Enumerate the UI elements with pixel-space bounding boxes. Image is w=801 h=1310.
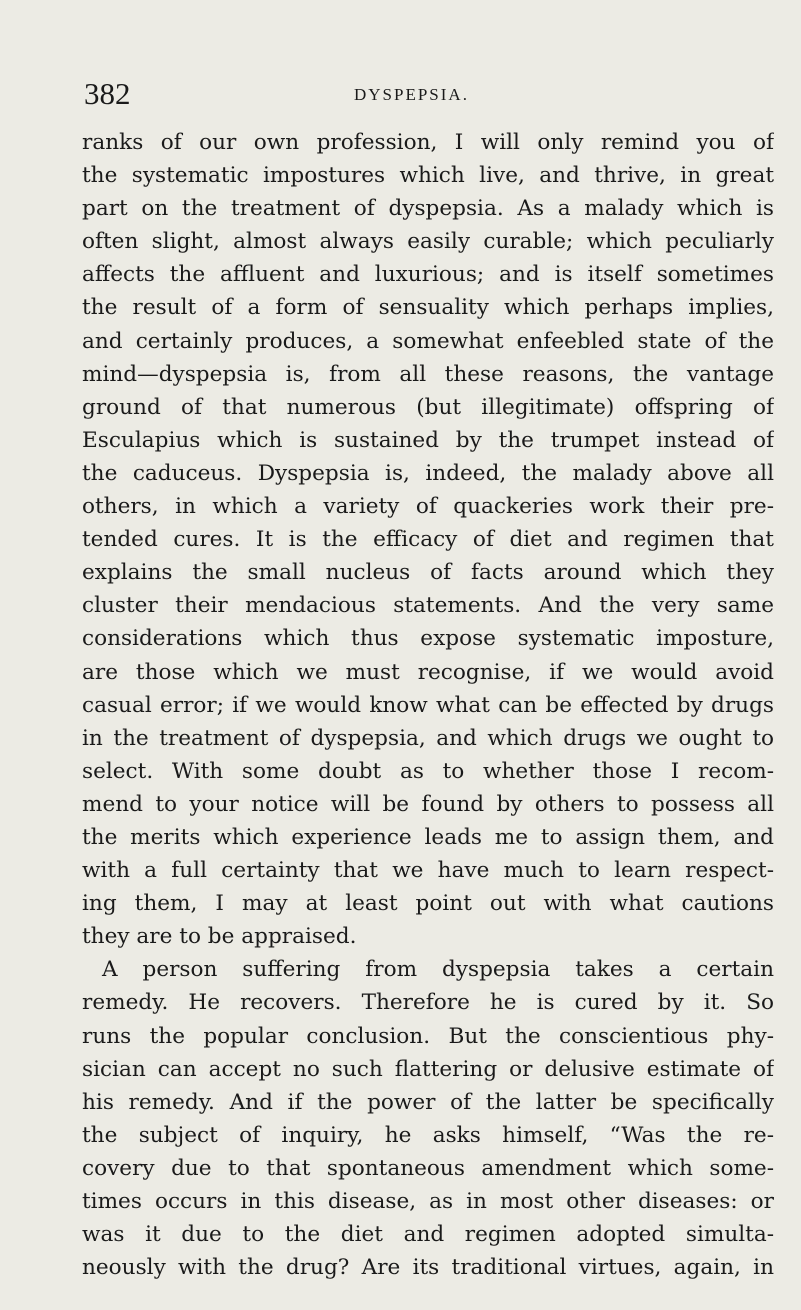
text-line: Esculapius which is sustained by the trumpet instead of xyxy=(82,427,774,453)
text-line: cluster their mendacious statements. And the very same xyxy=(82,593,774,619)
text-line: are those which we must recognise, if we would avoid xyxy=(82,659,774,685)
text-line: ing them, I may at least point out with what cautions xyxy=(82,891,774,917)
text-line: the caduceus. Dyspepsia is, indeed, the malady above all xyxy=(82,460,774,486)
text-line: remedy. He recovers. Therefore he is cured by it. So xyxy=(82,990,774,1016)
text-line: they are to be appraised. xyxy=(82,924,357,950)
text-line: ground of that numerous (but illegitimate) offspring of xyxy=(82,394,774,420)
paragraph-1 xyxy=(82,126,774,953)
paragraph-2 xyxy=(82,953,774,1284)
text-line: sician can accept no such flattering or delusive estimate of xyxy=(82,1056,774,1082)
text-line: often slight, almost always easily curable; which peculiarly xyxy=(82,229,774,255)
text-line: neously with the drug? Are its traditional virtues, again, in xyxy=(82,1255,774,1281)
text-line: affects the affluent and luxurious; and is itself sometimes xyxy=(82,262,774,288)
text-line: times occurs in this disease, as in most other diseases: or xyxy=(82,1189,774,1214)
text-line: A person suffering from dyspepsia takes a certain xyxy=(102,957,774,983)
text-line: covery due to that spontaneous amendment which some- xyxy=(82,1155,774,1181)
text-line: was it due to the diet and regimen adopted simulta- xyxy=(82,1222,774,1248)
text-line: the result of a form of sensuality which perhaps implies, xyxy=(82,295,774,321)
text-line: casual error; if we would know what can be effected by drugs xyxy=(82,692,774,718)
text-line: in the treatment of dyspepsia, and which drugs we ought to xyxy=(82,725,774,751)
text-line: with a full certainty that we have much to learn respect- xyxy=(82,858,774,884)
text-line: mind—dyspepsia is, from all these reasons, the vantage xyxy=(82,361,774,387)
running-head: DYSPEPSIA. xyxy=(354,85,469,104)
text-line: part on the treatment of dyspepsia. As a malady which is xyxy=(82,196,774,222)
text-line: his remedy. And if the power of the latter be specifically xyxy=(82,1089,774,1115)
page-header xyxy=(84,76,774,112)
text-line: others, in which a variety of quackeries work their pre- xyxy=(82,494,774,520)
page-number: 382 xyxy=(84,76,131,111)
text-line: and certainly produces, a somewhat enfeebled state of the xyxy=(82,328,774,354)
text-line: explains the small nucleus of facts around which they xyxy=(82,560,774,586)
text-line: select. With some doubt as to whether those I recom- xyxy=(82,758,774,784)
text-line: the merits which experience leads me to assign them, and xyxy=(82,824,774,850)
text-line: mend to your notice will be found by others to possess all xyxy=(82,791,774,817)
text-line: ranks of our own profession, I will only remind you of xyxy=(82,130,774,155)
body-text xyxy=(82,126,774,1284)
text-line: considerations which thus expose systematic imposture, xyxy=(82,626,774,652)
text-line: runs the popular conclusion. But the conscientious phy- xyxy=(82,1023,774,1049)
text-line: tended cures. It is the efficacy of diet and regimen that xyxy=(82,527,774,553)
text-line: the systematic impostures which live, and thrive, in great xyxy=(82,163,774,189)
text-line: the subject of inquiry, he asks himself, “Was the re- xyxy=(82,1122,774,1148)
